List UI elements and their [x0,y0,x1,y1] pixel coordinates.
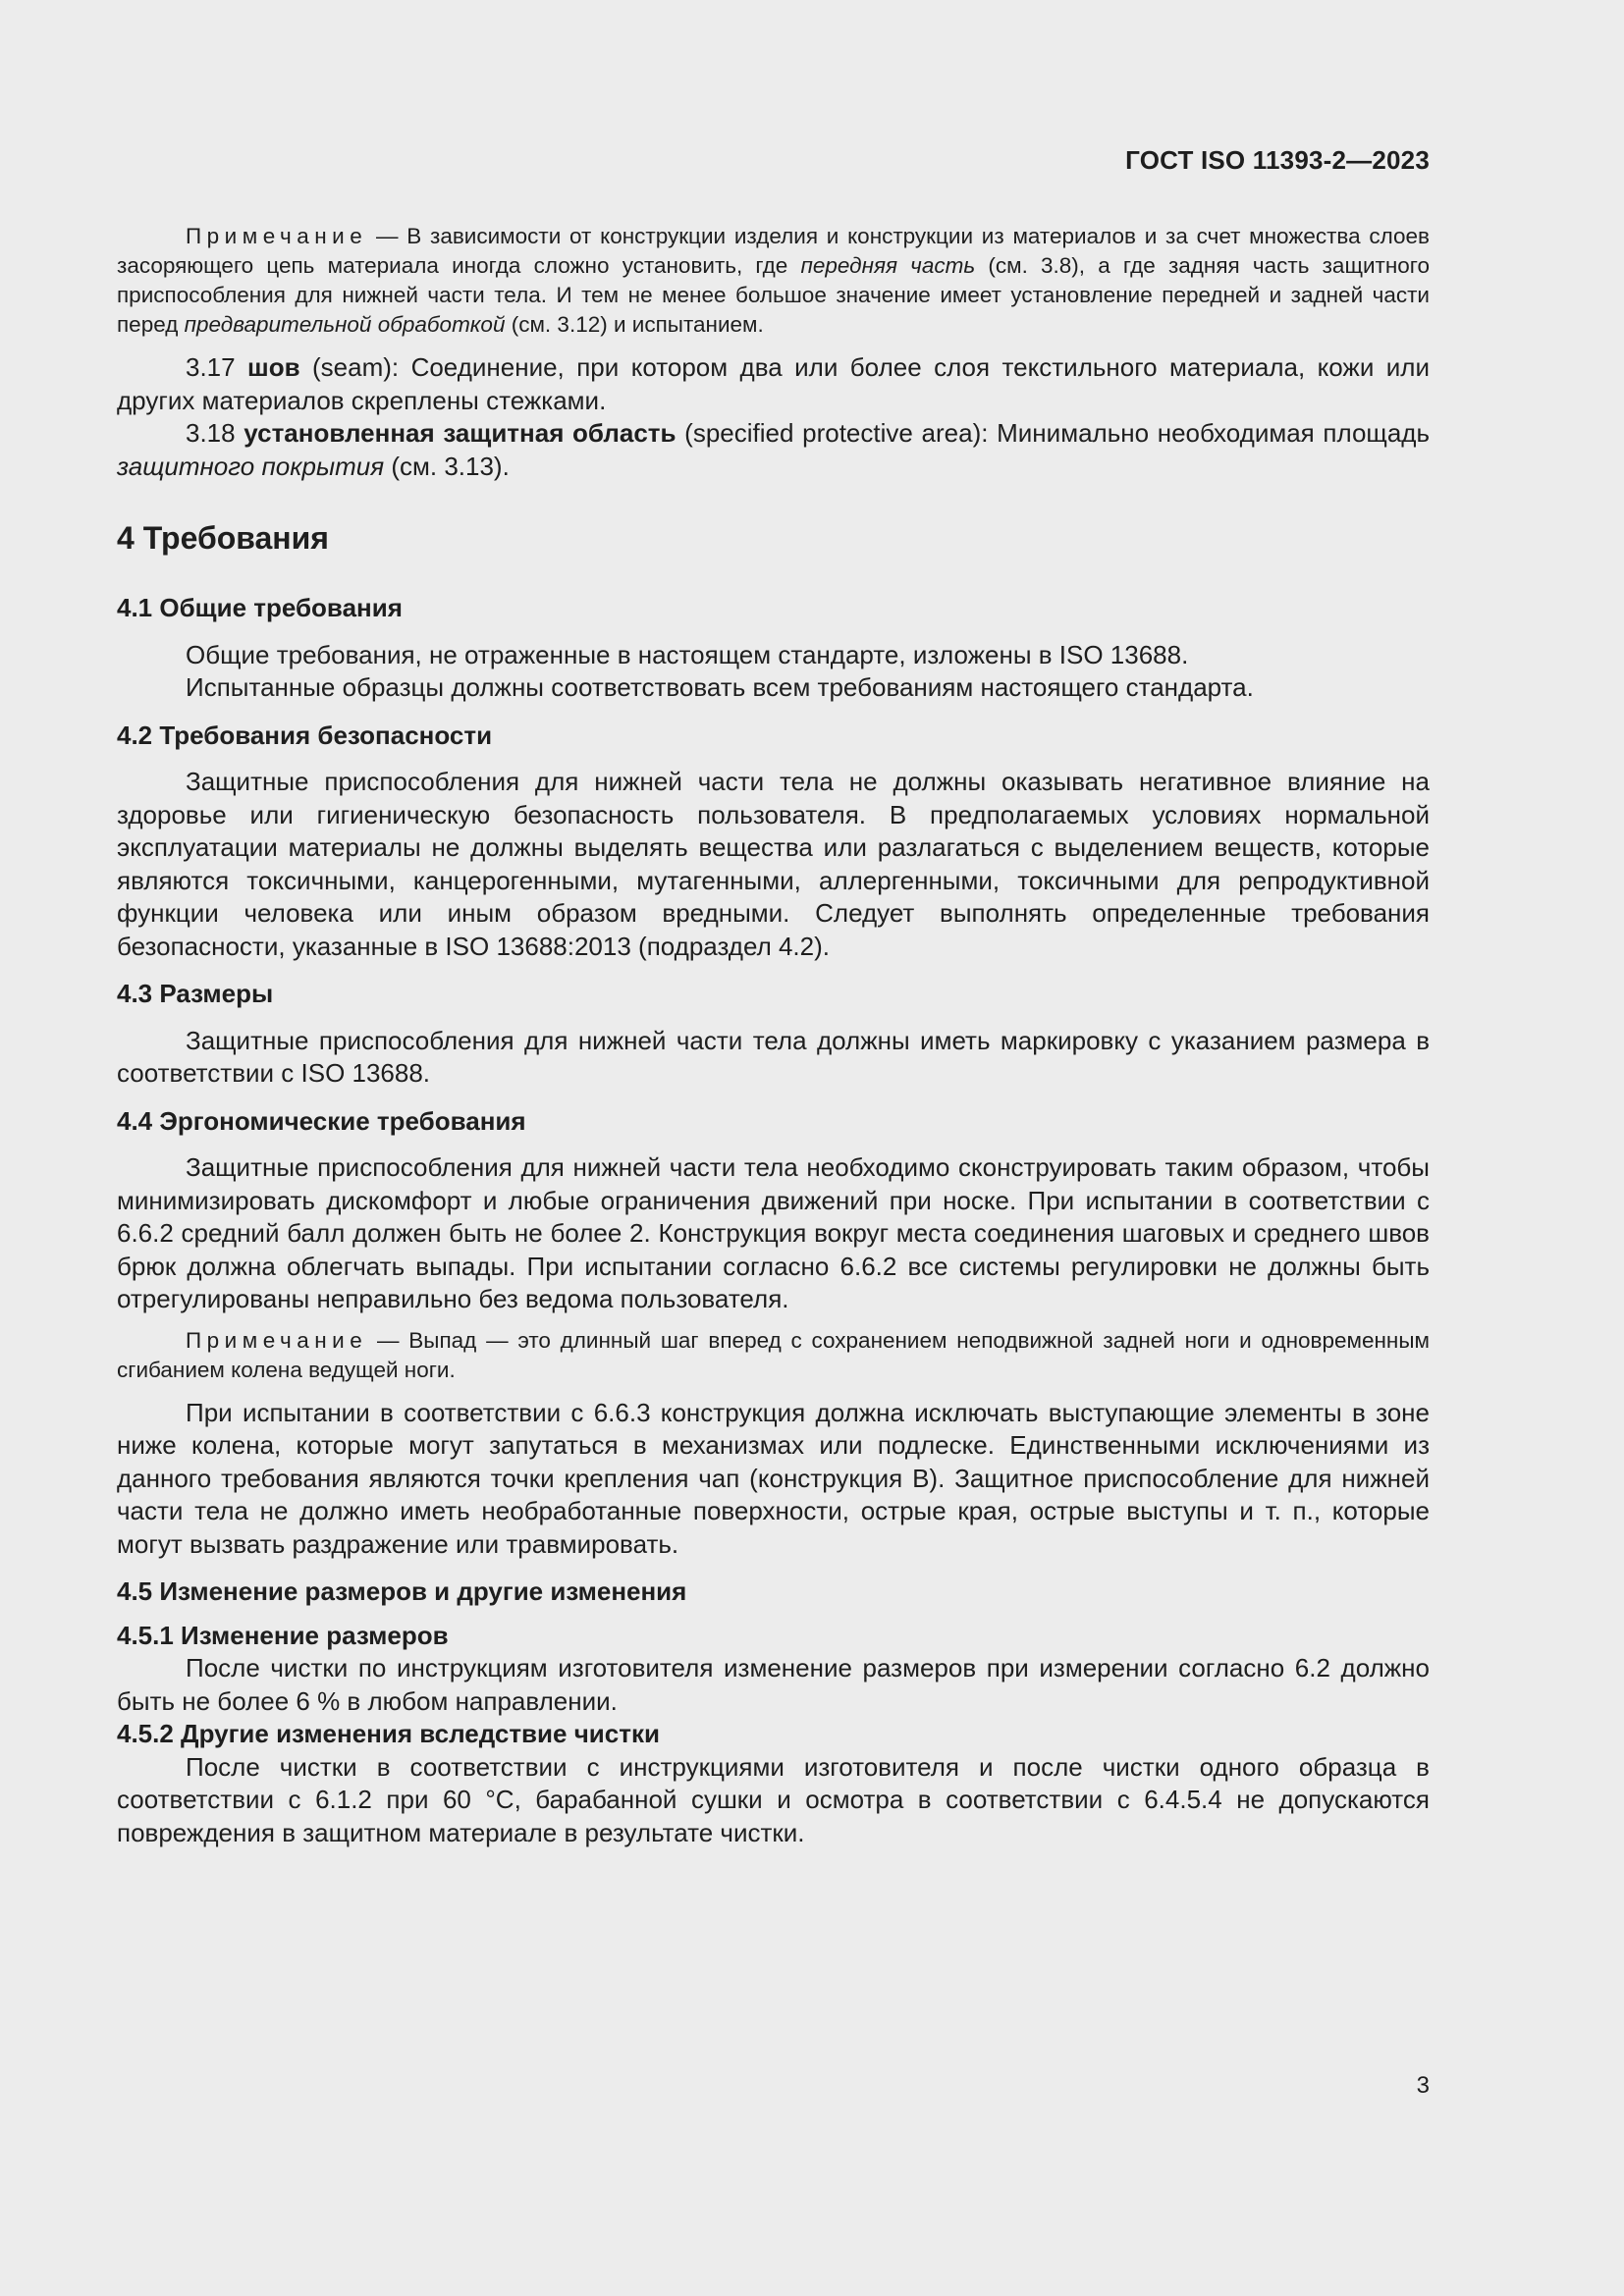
term-ref-front: передняя часть [800,253,976,278]
paragraph: После чистки в соответствии с инструкциями изготовителя и после чистки одного образца в соответствии с 6.1.2 при 60 °C, барабанной сушки и осмотра в соответствии с 6.4.5.4 не допускаются повреждения в защитном материале в результате чистки. [117,1751,1430,1847]
term-ref-protective-coverage: защитного покрытия [117,451,385,481]
term-specified-protective-area: установленная защитная область [244,418,677,448]
paragraph: Защитные приспособления для нижней части тела не должны оказывать негативное влияние на здоровье или гигиеническую безопасность пользователя. В предполагаемых условиях нормальной эксплуатации материалы не должны выделять вещества или разлагаться с выделением веществ, которые являются токсичными, канцерогенными, мутагенными, аллергенными, токсичными для репродуктивной функции человека или иным образом вредными. Следует выполнять определенные требования безопасности, указанные в ISO 13688:2013 (подраздел 4.2). [117,767,1430,961]
page-number: 3 [1416,2072,1430,2099]
term-ref-preconditioning: предварительной обработкой [184,312,506,337]
note-4-4: Примечание — Выпад — это длинный шаг вперед с сохранением неподвижной задней ноги и одновременным сгибанием колена ведущей ноги. [117,1327,1430,1382]
paragraph: Общие требования, не отраженные в настоящем стандарте, изложены в ISO 13688. [186,639,1189,669]
section-heading-4-5-2: 4.5.2 Другие изменения вследствие чистки [117,1719,660,1748]
section-heading-4: 4 Требования [117,520,329,556]
paragraph: Защитные приспособления для нижней части тела должны иметь маркировку с указанием размера в соответствии с ISO 13688. [117,1025,1430,1088]
section-heading-4-4: 4.4 Эргономические требования [117,1105,526,1136]
section-heading-4-1: 4.1 Общие требования [117,593,403,622]
paragraph: После чистки по инструкциям изготовителя изменение размеров при измерении согласно 6.2 должно быть не более 6 % в любом направлении. [117,1653,1430,1716]
section-heading-4-5: 4.5 Изменение размеров и другие изменения [117,1576,687,1606]
definition-3-17: 3.17 шов (seam): Соединение, при котором два или более слоя текстильного материала, кожи или других материалов скреплены стежками. [117,352,1430,415]
paragraph: При испытании в соответствии с 6.6.3 конструкция должна исключать выступающие элементы в зоне ниже колена, которые могут запутаться в механизмах или подлеске. Единственными исключениями из данного требования являются точки крепления чап (конструкция B). Защитное приспособление для нижней части тела не должно иметь необработанные поверхности, острые края, острые выступы и т. п., которые могут вызвать раздражение или травмировать. [117,1397,1430,1559]
definition-3-18: 3.18 установленная защитная область (specified protective area): Минимально необходимая площадь защитного покрытия (см. 3.13). [117,418,1431,481]
paragraph: Испытанные образцы должны соответствовать всем требованиям настоящего стандарта. [186,672,1254,702]
note-label: Примечание [186,224,368,248]
section-heading-4-2: 4.2 Требования безопасности [117,720,493,750]
paragraph: Защитные приспособления для нижней части тела необходимо сконструировать таким образом, чтобы минимизировать дискомфорт и любые ограничения движений при носке. При испытании в соответствии с 6.6.2 средний балл должен быть не более 2. Конструкция вокруг места соединения шаговых и среднего швов брюк должна облегчать выпады. При испытании согласно 6.6.2 все системы регулировки не должны быть отрегулированы неправильно без ведома пользователя. [117,1152,1430,1313]
note-3-16: Примечание — В зависимости от конструкции изделия и конструкции из материалов и за счет множества слоев засоряющего цепь материала иногда сложно установить, где передняя часть (см. 3.8), а где задняя часть защитного приспособления для нижней части тела. И тем не менее большое значение имеет установление передней и задней части перед предварительной обработкой (см. 3.12) и испытанием. [117,224,1430,337]
page-content [117,222,1430,1849]
term-seam: шов [247,352,300,382]
section-heading-4-5-1: 4.5.1 Изменение размеров [117,1620,449,1650]
document-code-header: ГОСТ ISO 11393-2—2023 [1125,145,1430,175]
note-label: Примечание [186,1327,368,1353]
section-heading-4-3: 4.3 Размеры [117,979,274,1008]
